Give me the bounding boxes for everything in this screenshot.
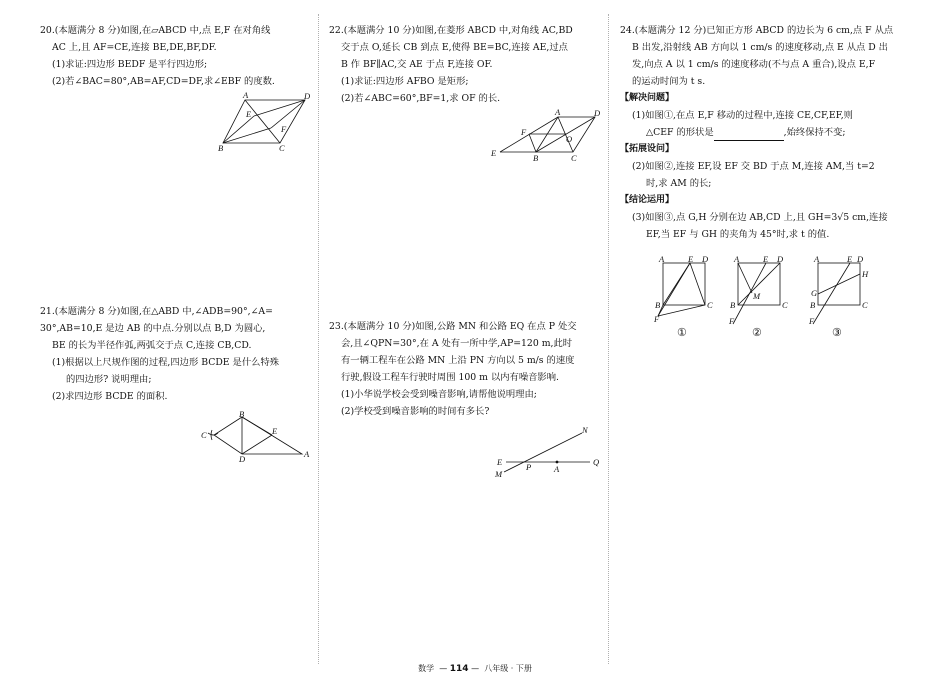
q23-figure <box>494 425 604 479</box>
q24-stem-4: 的运动时间为 t s. <box>632 76 706 87</box>
q20-figure <box>218 90 320 155</box>
footer-dash-left: — <box>439 664 448 673</box>
q23-label-E: E <box>497 457 503 467</box>
q24-stem-3: 发,向点 A 以 1 cm/s 的速度移动(不与点 A 重合),设点 E,F <box>632 59 876 70</box>
q24-f3-H: H <box>862 269 869 279</box>
q24-f2-F: F <box>729 316 735 326</box>
page-footer <box>0 663 950 674</box>
q20-label-B: B <box>218 143 224 153</box>
q23-part-1: (1)小华说学校会受到噪音影响,请帮他说明理由; <box>341 389 537 400</box>
q20-part-1: (1)求证:四边形 BEDF 是平行四边形; <box>52 59 208 70</box>
q24-f3-G: G <box>811 288 818 298</box>
q24-f3-D: D <box>857 254 864 264</box>
q24-f1-C: C <box>707 300 713 310</box>
q23-stem: 23.(本题满分 10 分)如图,公路 MN 和公路 EQ 在点 P 处交 <box>329 321 577 332</box>
footer-dash-right: — <box>471 664 480 673</box>
q20-label-C: C <box>279 143 285 153</box>
q24-f3-E: E <box>847 254 853 264</box>
q24-part-3b: EF,当 EF 与 GH 的夹角为 45°时,求 t 的值. <box>646 229 830 240</box>
q24-part-1b-text: △CEF 的形状是 <box>646 127 714 138</box>
q23-stem-3: 有一辆工程车在公路 MN 上沿 PN 方向以 5 m/s 的速度 <box>341 355 575 366</box>
q21-label-D: D <box>239 454 246 464</box>
column-middle-lower <box>329 318 607 420</box>
q22-label-C: C <box>571 153 577 163</box>
q21-part-2: (2)求四边形 BCDE 的面积. <box>52 391 168 402</box>
q24-f1-D: D <box>702 254 709 264</box>
question-23 <box>329 318 607 420</box>
q22-label-D: D <box>594 108 601 118</box>
q20-stem: 20.(本题满分 8 分)如图,在▱ABCD 中,点 E,F 在对角线 <box>40 25 271 36</box>
q23-label-P: P <box>526 462 532 472</box>
q24-f3-caption: ③ <box>832 327 842 339</box>
q20-part-2: (2)若∠BAC=80°,AB=AF,CD=DF,求∠EBF 的度数. <box>52 76 275 87</box>
q24-f1-A: A <box>659 254 665 264</box>
q20-label-D: D <box>304 91 311 101</box>
q24-part-1b <box>620 124 910 141</box>
q23-label-M: M <box>495 469 503 479</box>
q22-part-1: (1)求证:四边形 AFBO 是矩形; <box>341 76 469 87</box>
q22-label-F: F <box>521 127 527 137</box>
q24-stem: 24.(本题满分 12 分)已知正方形 ABCD 的边长为 6 cm,点 F 从点 <box>620 25 894 36</box>
q24-f2-D: D <box>777 254 784 264</box>
q24-f2-caption: ② <box>752 327 762 339</box>
q23-stem-2: 会,且∠QPN=30°,在 A 处有一所中学,AP=120 m,此时 <box>341 338 573 349</box>
q21-part-1a: (1)根据以上尺规作图的过程,四边形 BCDE 是什么特殊 <box>52 357 280 368</box>
question-20 <box>40 22 312 90</box>
q22-stem-3: B 作 BF∥AC,交 AE 于点 F,连接 OF. <box>341 59 493 70</box>
page-number: 114 <box>449 664 469 674</box>
q24-section-extend: 【拓展设问】 <box>620 144 675 154</box>
column-right <box>620 22 910 243</box>
q21-label-C: C <box>201 430 207 440</box>
q24-part-2a: (2)如图②,连接 EF,设 EF 交 BD 于点 M,连接 AM,当 t=2 <box>632 161 875 172</box>
q22-figure <box>490 107 605 163</box>
question-24 <box>620 22 910 243</box>
q21-part-1b: 的四边形? 说明理由; <box>66 374 152 385</box>
q24-f2-A: A <box>734 254 740 264</box>
q21-stem-3: BE 的长为半径作弧,两弧交于点 C,连接 CB,CD. <box>52 340 252 351</box>
q23-label-N: N <box>582 425 588 435</box>
q24-f1-E: E <box>688 254 694 264</box>
question-22 <box>329 22 607 107</box>
q20-label-F: F <box>281 124 287 134</box>
q22-stem-2: 交于点 O,延长 CB 到点 E,使得 BE=BC,连接 AE,过点 <box>341 42 568 53</box>
q24-section-solve: 【解决问题】 <box>620 93 675 103</box>
column-left-lower <box>40 303 312 405</box>
q24-f1-B: B <box>655 300 661 310</box>
q21-stem-2: 30°,AB=10,E 是边 AB 的中点.分别以点 B,D 为圆心, <box>40 323 266 334</box>
q23-label-Q: Q <box>593 457 600 467</box>
footer-grade: 八年级 · 下册 <box>484 664 532 673</box>
q24-stem-2: B 出发,沿射线 AB 方向以 1 cm/s 的速度移动,点 E 从点 D 出 <box>632 42 888 53</box>
q22-stem: 22.(本题满分 10 分)如图,在菱形 ABCD 中,对角线 AC,BD <box>329 25 573 36</box>
q22-label-B: B <box>533 153 539 163</box>
q24-f1-caption: ① <box>677 327 687 339</box>
question-21 <box>40 303 312 405</box>
q24-f2-M: M <box>753 291 761 301</box>
q21-label-A: A <box>304 449 310 459</box>
q24-f3-A: A <box>814 254 820 264</box>
q24-section-apply: 【结论运用】 <box>620 195 675 205</box>
column-divider-2 <box>608 14 609 664</box>
q21-label-B: B <box>239 409 245 419</box>
q24-f3-F: F <box>809 316 815 326</box>
q22-label-A: A <box>555 107 561 117</box>
q24-figure-3 <box>809 254 870 339</box>
q21-figure <box>200 409 310 464</box>
q23-part-2: (2)学校受到噪音影响的时间有多长? <box>341 406 490 417</box>
footer-subject: 数学 <box>418 664 435 673</box>
q23-stem-4: 行驶,假设工程车行驶时周围 100 m 以内有噪音影响. <box>341 372 559 383</box>
q24-part-1a: (1)如图①,在点 E,F 移动的过程中,连接 CE,CF,EF,则 <box>632 110 853 121</box>
q24-f2-E: E <box>763 254 769 264</box>
q24-f3-C: C <box>862 300 868 310</box>
q22-label-E: E <box>491 148 497 158</box>
q24-part-3a: (3)如图③,点 G,H 分别在边 AB,CD 上,且 GH=3√5 cm,连接 <box>632 212 888 223</box>
q20-label-E: E <box>246 109 252 119</box>
q23-label-A: A <box>554 464 560 474</box>
q24-f1-F: F <box>654 314 660 324</box>
answer-blank[interactable] <box>714 130 784 141</box>
q21-label-E: E <box>272 426 278 436</box>
column-middle <box>329 22 607 107</box>
q20-stem-2: AC 上,且 AF=CE,连接 BE,DE,BF,DF. <box>52 42 217 53</box>
q24-part-2b: 时,求 AM 的长; <box>646 178 712 189</box>
q22-label-O: O <box>566 134 573 144</box>
q24-figure-2 <box>729 254 790 339</box>
q20-label-A: A <box>243 90 249 100</box>
q24-f3-B: B <box>810 300 816 310</box>
q24-figure-1 <box>654 254 715 339</box>
q22-part-2: (2)若∠ABC=60°,BF=1,求 OF 的长. <box>341 93 501 104</box>
q24-f2-B: B <box>730 300 736 310</box>
q24-part-1c-text: ,始终保持不变; <box>783 127 846 138</box>
column-left <box>40 22 312 90</box>
q24-f2-C: C <box>782 300 788 310</box>
q21-stem: 21.(本题满分 8 分)如图,在△ABD 中,∠ADB=90°,∠A= <box>40 306 273 317</box>
